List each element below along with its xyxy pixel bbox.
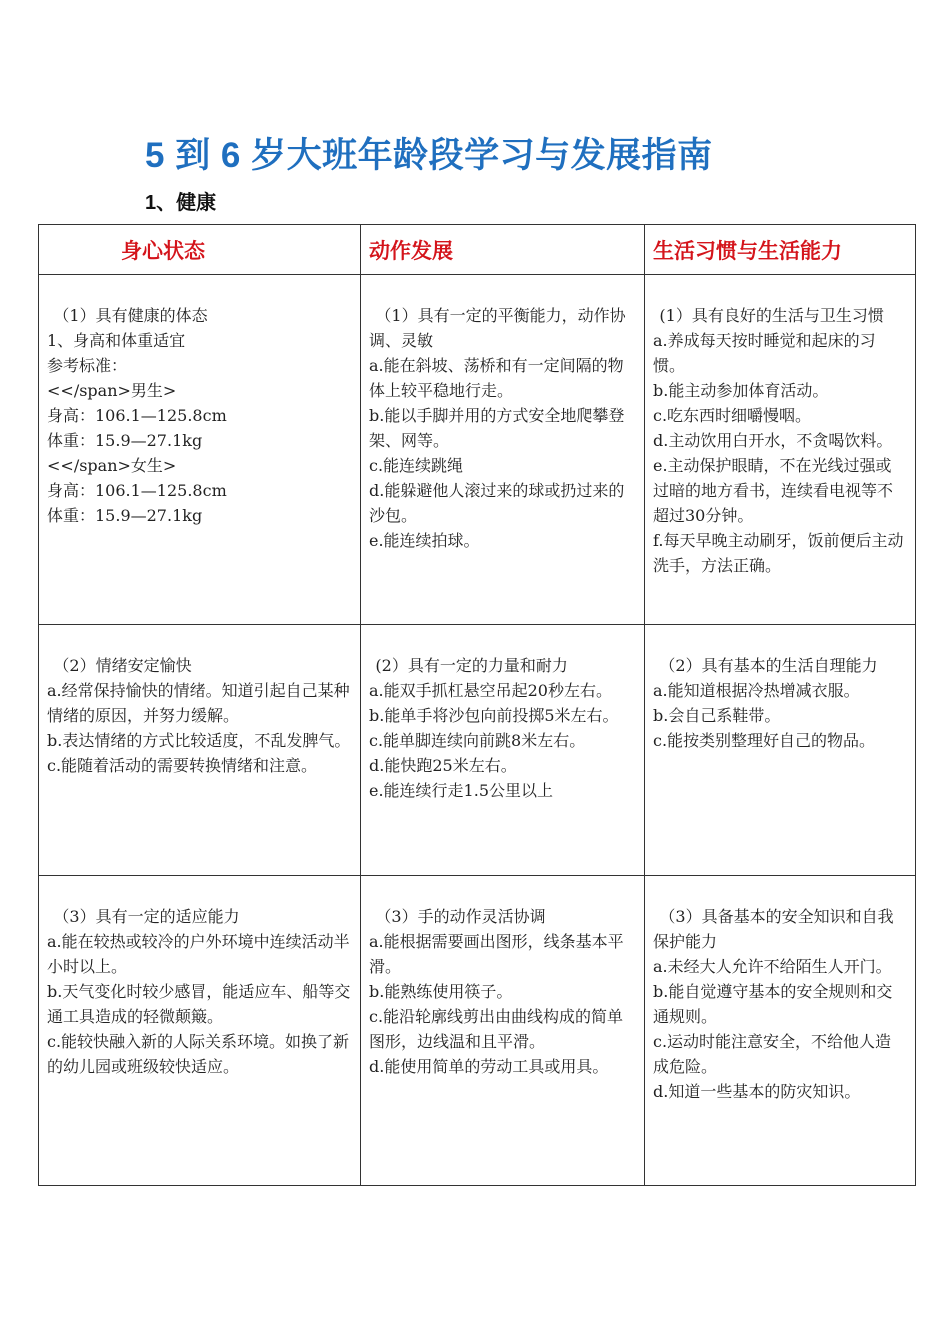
- cell-line: 体重：15.9—27.1kg: [47, 431, 203, 450]
- cell-title: （2）情绪安定愉快: [53, 656, 192, 675]
- guide-table: [38, 224, 916, 1186]
- cell-line: 身高：106.1—125.8cm: [47, 406, 227, 425]
- cell-title: (1）具有良好的生活与卫生习惯: [659, 306, 884, 325]
- cell-title: （1）具有一定的平衡能力，动作协调、灵敏: [369, 306, 626, 350]
- cell-title: (2）具有一定的力量和耐力: [375, 656, 568, 675]
- cell-line: b.能熟练使用筷子。: [369, 982, 513, 1001]
- table-cell: [39, 275, 361, 625]
- cell-title: （3）具备基本的安全知识和自我保护能力: [653, 907, 894, 951]
- cell-line: c.能单脚连续向前跳8米左右。: [369, 731, 586, 750]
- cell-line: d.能快跑25米左右。: [369, 756, 517, 775]
- cell-title: （3）手的动作灵活协调: [375, 907, 546, 926]
- cell-line: b.表达情绪的方式比较适度，不乱发脾气。: [47, 731, 351, 750]
- cell-line: 1、身高和体重适宜: [47, 331, 186, 350]
- cell-line: c.能较快融入新的人际关系环境。如换了新的幼儿园或班级较快适应。: [47, 1032, 350, 1076]
- table-row: [39, 275, 916, 625]
- table-cell: [39, 625, 361, 876]
- cell-line: <</span>女生>: [47, 456, 177, 475]
- cell-line: c.能随着活动的需要转换情绪和注意。: [47, 756, 318, 775]
- cell-line: a.能根据需要画出图形，线条基本平滑。: [369, 932, 624, 976]
- cell-line: b.能以手脚并用的方式安全地爬攀登架、网等。: [369, 406, 625, 450]
- cell-title: （1）具有健康的体态: [53, 306, 208, 325]
- cell-line: d.能躲避他人滚过来的球或扔过来的沙包。: [369, 481, 625, 525]
- cell-line: b.能主动参加体育活动。: [653, 381, 829, 400]
- cell-line: 身高：106.1—125.8cm: [47, 481, 227, 500]
- table-cell: [645, 876, 916, 1186]
- table-cell: [645, 625, 916, 876]
- table-row: [39, 876, 916, 1186]
- cell-line: 参考标准：: [47, 356, 128, 375]
- cell-title: （3）具有一定的适应能力: [53, 907, 240, 926]
- cell-line: d.主动饮用白开水，不贪喝饮料。: [653, 431, 893, 450]
- cell-line: c.能连续跳绳: [369, 456, 464, 475]
- section-heading: 1、健康: [145, 192, 217, 214]
- table-cell: [361, 275, 645, 625]
- cell-line: e.能连续拍球。: [369, 531, 480, 550]
- page-title: 5 到 6 岁大班年龄段学习与发展指南: [145, 136, 713, 175]
- cell-line: d.能使用简单的劳动工具或用具。: [369, 1057, 609, 1076]
- cell-line: b.能自觉遵守基本的安全规则和交通规则。: [653, 982, 893, 1026]
- cell-line: f.每天早晚主动刷牙，饭前便后主动洗手，方法正确。: [653, 531, 904, 575]
- table-row: [39, 625, 916, 876]
- cell-line: a.能知道根据冷热增减衣服。: [653, 681, 860, 700]
- cell-line: a.能双手抓杠悬空吊起20秒左右。: [369, 681, 612, 700]
- cell-line: d.知道一些基本的防灾知识。: [653, 1082, 861, 1101]
- cell-line: b.会自己系鞋带。: [653, 706, 781, 725]
- cell-line: a.能在较热或较冷的户外环境中连续活动半小时以上。: [47, 932, 350, 976]
- cell-line: c.吃东西时细嚼慢咽。: [653, 406, 812, 425]
- cell-line: <</span>男生>: [47, 381, 177, 400]
- cell-line: e.能连续行走1.5公里以上: [369, 781, 554, 800]
- cell-title: （2）具有基本的生活自理能力: [659, 656, 878, 675]
- cell-line: 体重：15.9—27.1kg: [47, 506, 203, 525]
- column-header: 生活习惯与生活能力: [645, 225, 916, 275]
- cell-line: a.养成每天按时睡觉和起床的习惯。: [653, 331, 876, 375]
- cell-line: c.能沿轮廓线剪出由曲线构成的简单图形，边线温和且平滑。: [369, 1007, 624, 1051]
- column-header: 身心状态: [39, 225, 361, 275]
- table-cell: [39, 876, 361, 1186]
- table-cell: [645, 275, 916, 625]
- table-cell: [361, 876, 645, 1186]
- cell-line: e.主动保护眼睛，不在光线过强或过暗的地方看书，连续看电视等不超过30分钟。: [653, 456, 894, 525]
- cell-line: c.运动时能注意安全，不给他人造成危险。: [653, 1032, 892, 1076]
- column-header: 动作发展: [361, 225, 645, 275]
- table-cell: [361, 625, 645, 876]
- cell-line: a.经常保持愉快的情绪。知道引起自己某种情绪的原因，并努力缓解。: [47, 681, 350, 725]
- cell-line: a.未经大人允许不给陌生人开门。: [653, 957, 892, 976]
- cell-line: b.能单手将沙包向前投掷5米左右。: [369, 706, 619, 725]
- cell-line: b.天气变化时较少感冒，能适应车、船等交通工具造成的轻微颠簸。: [47, 982, 351, 1026]
- table-header-row: [39, 225, 916, 275]
- cell-line: c.能按类别整理好自己的物品。: [653, 731, 876, 750]
- cell-line: a.能在斜坡、荡桥和有一定间隔的物体上较平稳地行走。: [369, 356, 624, 400]
